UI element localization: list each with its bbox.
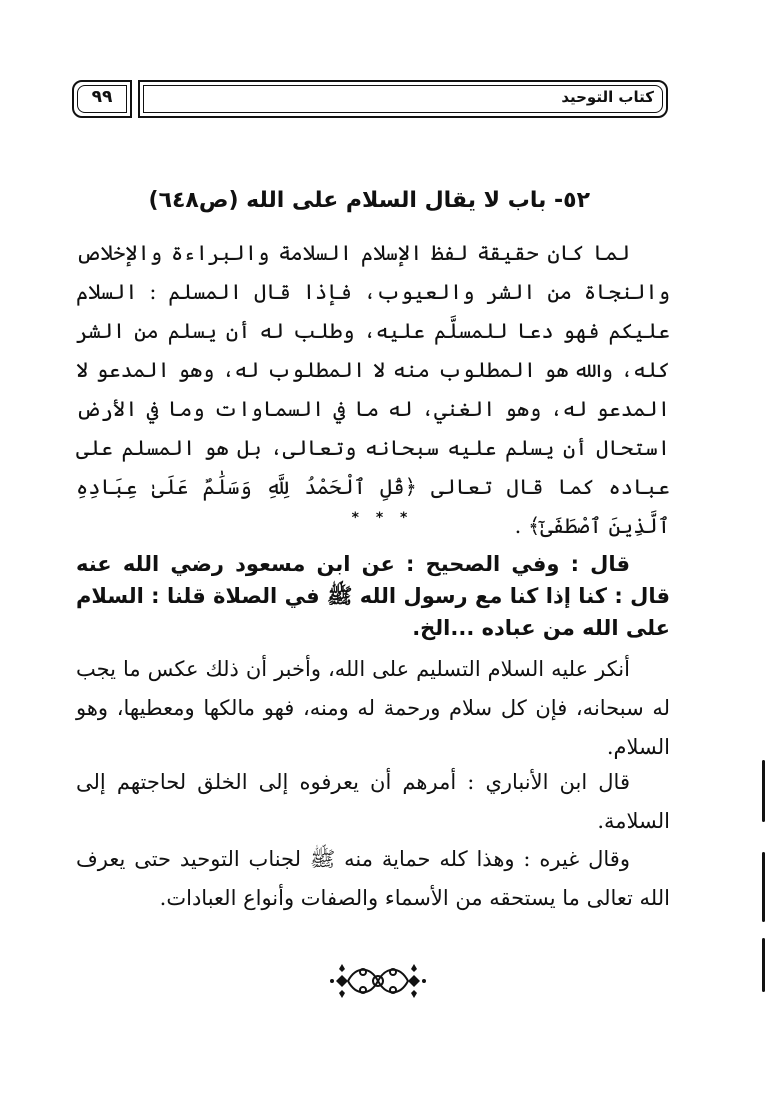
paragraph-others: وقال غيره : وهذا كله حماية منه ﷺ لجناب التوحيد حتى يعرف الله تعالى ما يستحقه من الأسماء والصفات وأنواع العبادات. — [76, 847, 670, 910]
paragraph-intro-text: لما كان حقيقة لفظ الإسلام السلامة والبراءة والإخلاص والنجاة من الشر والعيوب، فإذا قال المسلم : السلام عليكم فهو دعا للمسلَّم عليه، وطلب له أن يسلم من الشر كله، والله هو المطلوب منه لا المطلوب له، وهو المدعو لا المدعو له، وهو الغني، له ما في السماوات وما في الأرض استحال أن يسلم عليه سبحانه وتعالى، بل هو المسلم على عباده كما قال تعالى — [76, 241, 670, 499]
hadith-quote: قال : وفي الصحيح : عن ابن مسعود رضي الله عنه قال : كنا إذا كنا مع رسول الله ﷺ في الصلاة قلنا : السلام على الله من عباده ...الخ. — [76, 552, 670, 640]
book-title: كتاب التوحيد — [561, 88, 654, 106]
quran-verse: ﴿قُلِ ٱلْحَمْدُ لِلَّهِ وَسَلَٰمٌ عَلَىٰ عِبَادِهِ ٱلَّذِينَ ٱصْطَفَىٰٓ﴾ — [76, 475, 670, 538]
page-number: ٩٩ — [91, 87, 113, 107]
section-separator: * * * — [351, 510, 414, 526]
floral-ornament-icon — [328, 958, 428, 1004]
paragraph-intro — [76, 234, 670, 546]
chapter-title: ٥٢- باب لا يقال السلام على الله (ص٦٤٨) — [148, 188, 590, 213]
paragraph-ibn-alanbari: قال ابن الأنباري : أمرهم أن يعرفوه إلى الخلق لحاجتهم إلى السلامة. — [76, 770, 670, 833]
paragraph-intro-end: . — [514, 514, 528, 538]
paragraph-explanation: أنكر عليه السلام التسليم على الله، وأخبر أن ذلك عكس ما يجب له سبحانه، فإن كل سلام ورحمة له ومنه، فهو مالكها ومعطيها، وهو السلام. — [76, 657, 670, 759]
running-header — [72, 80, 668, 120]
